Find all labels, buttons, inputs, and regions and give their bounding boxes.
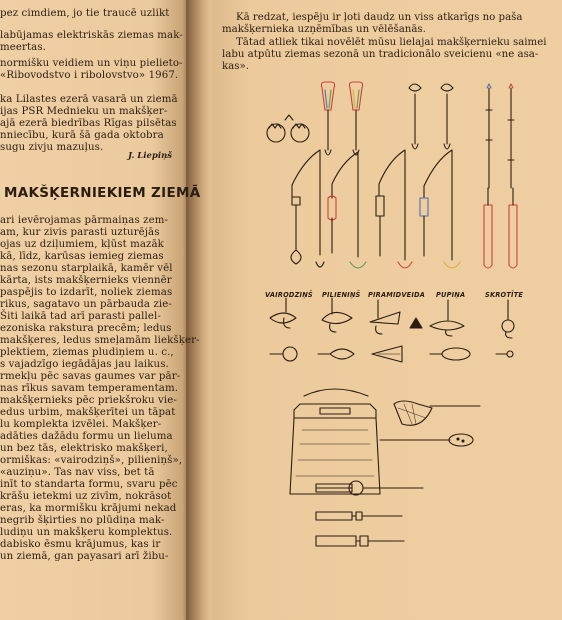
text-line: normišku veidiem un viņu pielieto- [0,58,183,69]
jig-lure-piramidveida-top [372,346,402,362]
text-line: meertas. [0,42,47,53]
text-line: inīt to standarta formu, svaru pēc [0,479,178,490]
ice-spud-icon [321,82,334,155]
text-line: pez cimdiem, jo tie traucē uzlikt [0,8,170,19]
text-line: makšķeres, ledus smeļamām liekšķer- [0,335,200,346]
text-line: ajā ezerā biedrības Rīgas pilsētas [0,118,177,129]
text-line: am, kur zivis parasti uzturējās [0,227,160,238]
text-line: kas». [222,61,249,72]
text-line: labūjamas elektriskās ziemas mak- [0,30,183,41]
text-line: ludiņu un makšķeru komplektus. [0,527,173,538]
fishing-rod-icon [486,84,492,188]
text-line: plektiem, ziemas pludiņiem u. c., [0,347,174,358]
text-line: nniecību, kurā šā gada oktobra [0,130,164,141]
text-line: edus urbim, makšķerītei un tāpat [0,407,176,418]
jig-lure-vairodzins-top [270,347,297,361]
text-line: s vajadzīgo iegādājas jau laikus. [0,359,169,370]
lure-label-skrotite: SKROTĪTE [485,291,524,299]
text-line: nas sezonu starplaikā, kamēr vēl [0,263,173,274]
jig-lure-pupina-top [430,348,470,360]
ice-auger-icon [328,152,366,268]
lure-label-vairodzins: VAIRODZIŅŠ [265,291,313,299]
lure-label-pilienins: PILIENIŅŠ [322,291,361,299]
text-line: kārta, ists makšķernieks viennēr [0,275,172,286]
ice-spud-icon [349,82,362,155]
ice-auger-icon [420,150,460,268]
text-line: Šiti laikā tad arī parasti pallel- [0,311,161,322]
text-line: ka Lilastes ezerā vasarā un ziemā [0,94,178,105]
ice-rod-icon [316,481,423,495]
text-line: ijas PSR Mednieku un makšķer- [0,106,168,117]
text-line: «auziņu». Tas nav viss, bet tā [0,467,155,478]
text-line: Kā redzat, iespēju ir ļoti daudz un viss atkarīgs no paša [236,12,523,23]
text-line: un bez tās, elektrisko makšķeri, [0,443,168,454]
text-line: lu komplekta izvēlei. Makšķer- [0,419,162,430]
ice-cleat-icon [267,115,309,142]
jig-lure-skrotite-side [502,300,514,338]
fishing-rod-icon [508,84,514,188]
rod-handle-icon [484,188,492,268]
text-line: ormiškas: «vairodziņš», pilieniņš», [0,455,183,466]
ice-rod-icon [316,512,402,520]
ice-auger-icon [376,150,412,268]
text-line: un ziemā, gan payasari arī žibu- [0,551,169,562]
article-heading: MAKŠĶERNIEKIEM ZIEMĀ [4,185,201,201]
lure-label-pupina: PUPIŅA [436,291,466,299]
ice-skimmer-icon [380,434,473,446]
text-line: ari ievērojamas pārmaiņas zem- [0,215,169,226]
jig-lure-skrotite-top [496,351,513,357]
ice-scoop-icon [441,84,453,149]
text-line: makšķernieka uzņēmības un vēlēšanās. [222,24,426,35]
text-line: ezoniska rakstura precēm; ledus [0,323,172,334]
text-line: nas rīkus savam temperamentam. [0,383,179,394]
author-signature: J. Liepiņš [128,151,173,161]
text-line: rmekļu pēc savas gaumes var pār- [0,371,181,382]
text-line: negrib šķirties no plūdiņa mak- [0,515,165,526]
rod-handle-icon [509,188,517,268]
text-line: labu atpūtu ziemas sezonā un tradicionālo sveicienu «ne asa- [222,49,539,60]
text-line: sugu zivju mazuļus. [0,142,104,153]
jig-lure-pilienins-top [318,349,354,359]
jig-lure-piramidveida-side [370,300,422,334]
ice-auger-icon [291,150,324,267]
landing-net-icon [394,401,480,425]
text-line: krāšu ietekmi uz zivīm, nokrāsot [0,491,172,502]
text-line: Tātad atliek tikai novēlēt mūsu lielajai makšķernieku saimei [236,37,547,48]
text-line: dabisko ēsmu krājumus, kas ir [0,539,161,550]
text-line: paspējis to izdarīt, noliek ziemas [0,287,173,298]
jig-lure-pilienins-side [322,298,352,332]
lure-label-piramidveida: PIRAMIDVEIDA [368,291,425,299]
text-line: kā, līdz, karūsas iemieg ziemas [0,251,164,262]
ice-scoop-icon [409,84,421,149]
text-line: rikus, sagatavo un pārbauda zie- [0,299,172,310]
text-line: ojas uz dziļumiem, kļūst mazāk [0,239,164,250]
text-line: makšķernieks pēc priekšroku vie- [0,395,177,406]
ice-rod-icon [316,536,404,546]
text-line: adāties dažādu formu un lieluma [0,431,173,442]
text-line: «Ribovodstvo i ribolovstvo» 1967. [0,70,179,81]
jig-lure-pupina-side [430,300,464,336]
text-line: eras, ka mormišku krājumi nekad [0,503,177,514]
tackle-box-icon [290,389,380,494]
jig-lure-vairodzins-side [270,298,296,328]
